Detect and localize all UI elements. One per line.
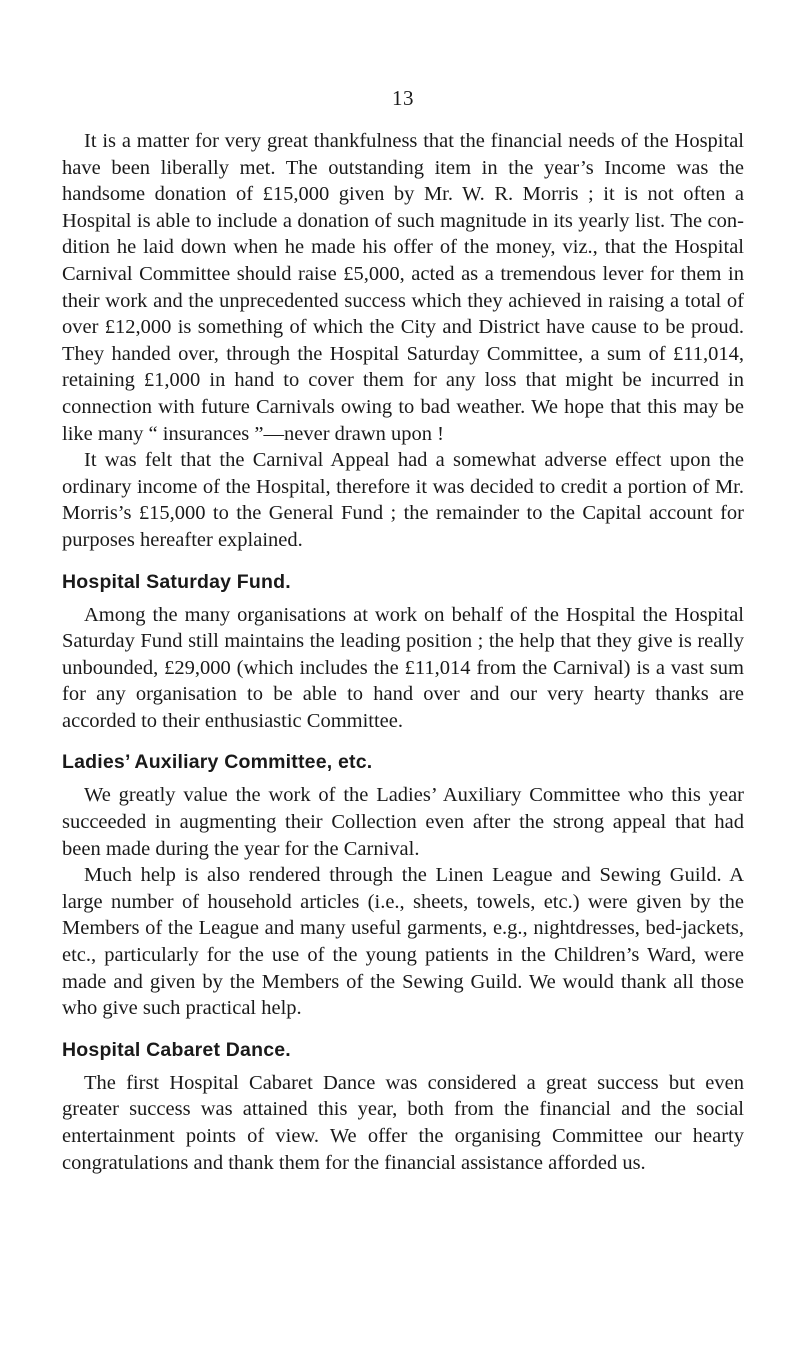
intro-paragraph-1: It is a matter for very great thankfulness that the financial needs of the Hospital have been liberally met. The outstanding item in the year’s Income was the handsome donation of £15,000 given by Mr. W. R. Morris ; it is not often a Hospital is able to include a donation of such magnitude in its yearly list. The condition he laid down when he made his offer of the money, viz., that the Hospital Carnival Committee should raise £5,000, acted as a tremendous lever for them in their work and the unprecedented success which they achieved in raising a total of over £12,000 is something of which the City and District have cause to be proud. They handed over, through the Hospital Saturday Committee, a sum of £11,014, retaining £1,000 in hand to cover them for any loss that might be incurred in connection with future Carnivals owing to bad weather. We hope that this may be like many “ insurances ”—never drawn upon ! — [62, 130, 744, 445]
cabaret-dance-paragraph-1: The first Hospital Cabaret Dance was considered a great success but even greater success was attained this year, both from the financial and the social entertainment points of view. We offer the organising Committee our hearty congratulations and thank them for the financial assistance afforded us. — [62, 1071, 744, 1174]
ladies-auxiliary-paragraph-2: Much help is also rendered through the Linen League and Sewing Guild. A large number of household articles (i.e., sheets, towels, etc.) were given by the Members of the League and many useful garments, e.g., nightdresses, bed-jackets, etc., particularly for the use of the young patients in the Children’s Ward, were made and given by the Members of the Sewing Guild. We would thank all those who give such practical help. — [62, 864, 744, 1020]
page-body — [62, 128, 744, 1176]
section-hospital-saturday-fund — [62, 569, 744, 735]
heading-hospital-cabaret-dance: Hospital Cabaret Dance. — [62, 1038, 291, 1061]
intro-paragraph-2: It was felt that the Carnival Appeal had a somewhat adverse effect upon the ordinary income of the Hospital, therefore it was decided to credit a portion of Mr. Morris’s £15,000 to the General Fund ; the remainder to the Capital account for purposes hereafter explained. — [62, 449, 744, 551]
ladies-auxiliary-paragraph-1: We greatly value the work of the Ladies’ Auxiliary Committee who this year succeeded in augmenting their Collection even after the strong appeal that had been made during the year for the Carnival. — [62, 784, 744, 860]
page-number: 13 — [392, 86, 414, 110]
saturday-fund-paragraph-1: Among the many organisations at work on behalf of the Hospital the Hospital Saturday Fund still maintains the leading position ; the help that they give is really unbounded, £29,000 (which includes the £11,014 from the Carnival) is a vast sum for any organisation to be able to hand over and our very hearty thanks are accorded to their enthusiastic Committee. — [62, 603, 744, 732]
section-ladies-auxiliary — [62, 749, 744, 1021]
heading-ladies-auxiliary: Ladies’ Auxiliary Committee, etc. — [62, 751, 373, 774]
heading-hospital-saturday-fund: Hospital Saturday Fund. — [62, 570, 291, 593]
section-intro — [62, 128, 744, 554]
section-hospital-cabaret-dance — [62, 1037, 744, 1176]
